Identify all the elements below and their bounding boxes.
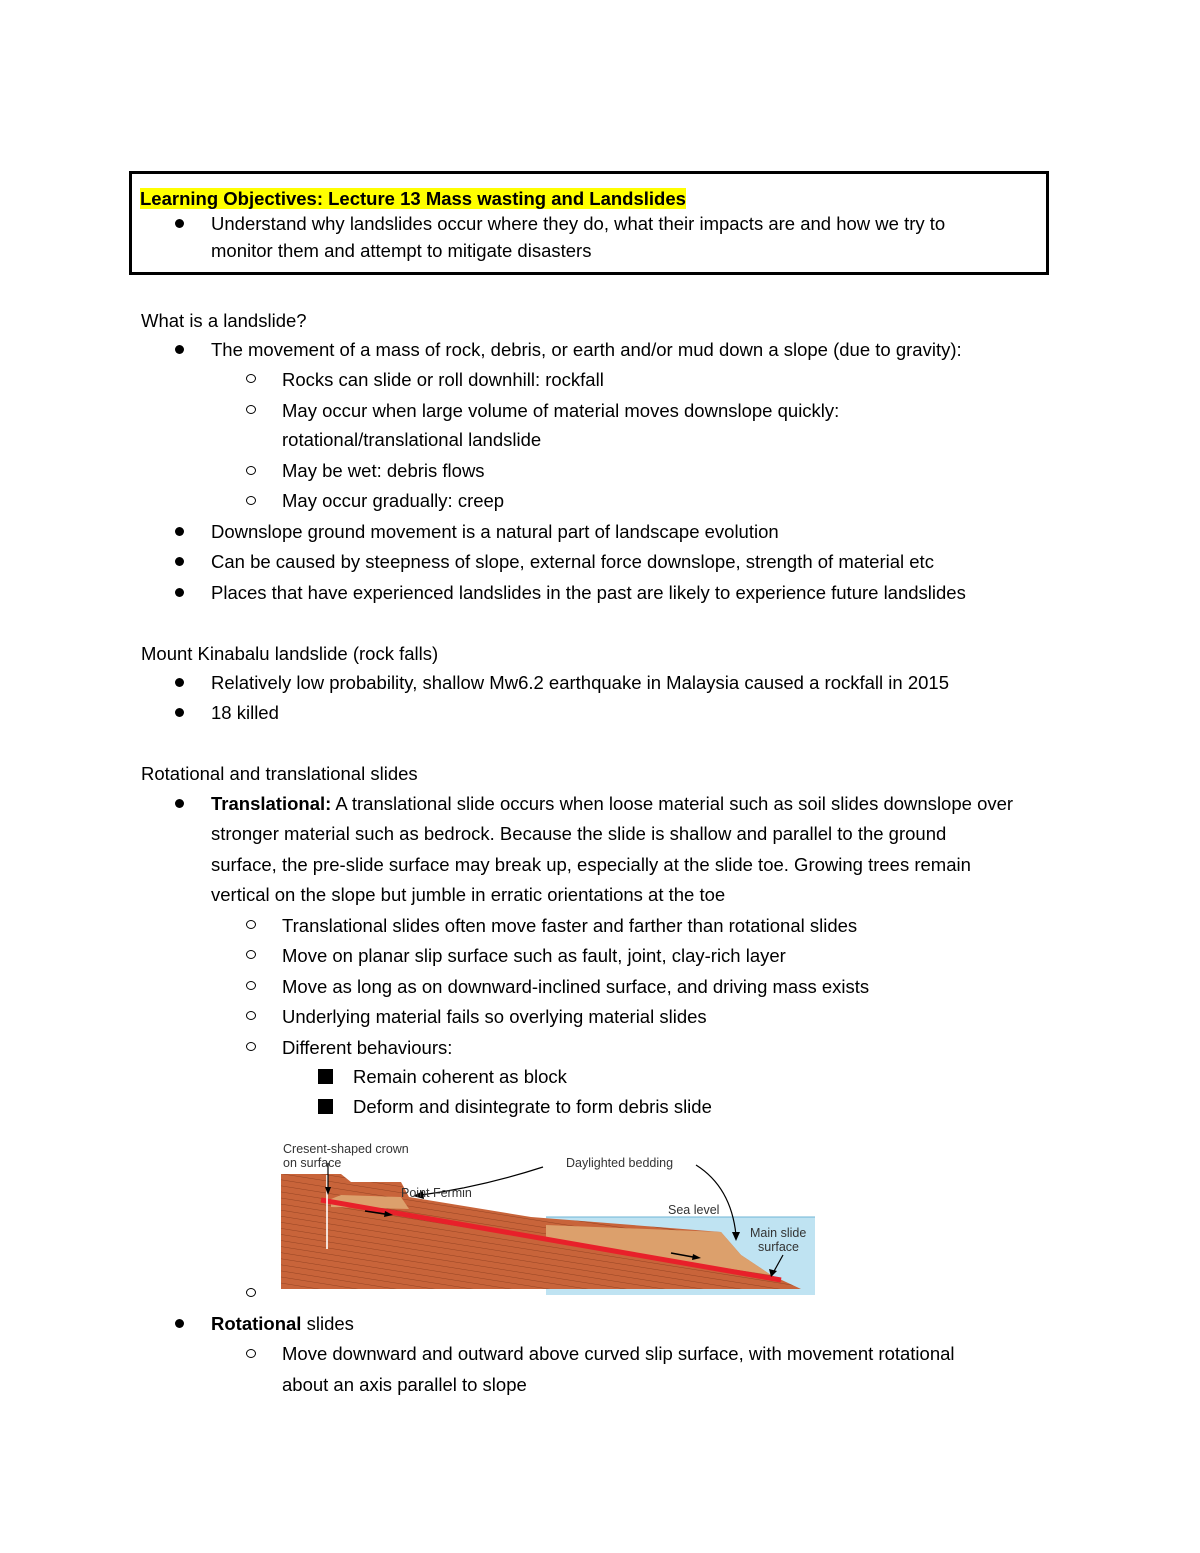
landslide-bullet-2: Downslope ground movement is a natural part of landscape evolution: [211, 521, 779, 542]
label-point-fermin: Point Fermin: [401, 1186, 472, 1200]
circle-bullet-icon: [246, 920, 256, 929]
translational-sub-1: Translational slides often move faster and farther than rotational slides: [282, 915, 858, 936]
circle-bullet-icon: [246, 374, 256, 383]
label-crown-line1: Cresent-shaped crown: [283, 1142, 409, 1156]
section-heading-landslide: What is a landslide?: [141, 310, 307, 331]
behaviour-item-1: Remain coherent as block: [353, 1066, 567, 1087]
translational-line4: vertical on the slope but jumble in erratic orientations at the toe: [211, 884, 726, 905]
circle-bullet-icon: [246, 466, 256, 475]
bullet-icon: [175, 557, 184, 566]
bullet-icon: [175, 1319, 184, 1328]
circle-bullet-icon: [246, 496, 256, 505]
translational-line3: surface, the pre-slide surface may break up, especially at the slide toe. Growing trees remain: [211, 854, 971, 875]
circle-bullet-icon: [246, 981, 256, 990]
label-main-slide-line1: Main slide: [750, 1226, 807, 1240]
landslide-sub-2-line2: rotational/translational landslide: [282, 429, 542, 450]
circle-bullet-icon: [246, 405, 256, 414]
landslide-bullet-1: The movement of a mass of rock, debris, or earth and/or mud down a slope (due to gravity):: [211, 339, 962, 360]
objectives-item-line1: Understand why landslides occur where they do, what their impacts are and how we try to: [211, 213, 946, 234]
circle-bullet-icon: [246, 1011, 256, 1020]
circle-bullet-icon: [246, 1288, 256, 1297]
circle-bullet-icon: [246, 1042, 256, 1051]
landslide-sub-1: Rocks can slide or roll downhill: rockfall: [282, 369, 604, 390]
rotational-sub-1-line1: Move downward and outward above curved slip surface, with movement rotational: [282, 1343, 955, 1364]
behaviour-item-2: Deform and disintegrate to form debris slide: [353, 1096, 712, 1117]
translational-sub-3: Move as long as on downward-inclined surface, and driving mass exists: [282, 976, 870, 997]
bullet-icon: [175, 588, 184, 597]
bullet-icon: [175, 678, 184, 687]
objectives-title: Learning Objectives: Lecture 13 Mass wasting and Landslides: [140, 188, 686, 209]
translational-sub-2: Move on planar slip surface such as fault, joint, clay-rich layer: [282, 945, 786, 966]
label-sea-level: Sea level: [668, 1203, 720, 1217]
square-bullet-icon: [318, 1099, 333, 1114]
translational-sub-4: Underlying material fails so overlying material slides: [282, 1006, 707, 1027]
bullet-icon: [175, 799, 184, 808]
circle-bullet-icon: [246, 1349, 256, 1358]
kinabalu-bullet-1: Relatively low probability, shallow Mw6.2 earthquake in Malaysia caused a rockfall in 2015: [211, 672, 949, 693]
bullet-icon: [175, 219, 184, 228]
bullet-icon: [175, 345, 184, 354]
landslide-sub-3: May be wet: debris flows: [282, 460, 485, 481]
landslide-bullet-3: Can be caused by steepness of slope, external force downslope, strength of material etc: [211, 551, 934, 572]
label-crown-line2: on surface: [283, 1156, 342, 1170]
rotational-heading: Rotational slides: [211, 1313, 354, 1334]
objectives-item-line2: monitor them and attempt to mitigate disasters: [211, 240, 592, 261]
translational-slide-diagram: [281, 1137, 815, 1295]
landslide-sub-2-line1: May occur when large volume of material moves downslope quickly:: [282, 400, 840, 421]
bullet-icon: [175, 527, 184, 536]
rotational-sub-1-line2: about an axis parallel to slope: [282, 1374, 527, 1395]
section-heading-slides: Rotational and translational slides: [141, 763, 418, 784]
kinabalu-bullet-2: 18 killed: [211, 702, 279, 723]
circle-bullet-icon: [246, 950, 256, 959]
translational-line1: Translational: A translational slide occurs when loose material such as soil slides downslope over: [211, 793, 1014, 814]
translational-line2: stronger material such as bedrock. Because the slide is shallow and parallel to the ground: [211, 823, 947, 844]
translational-sub-5: Different behaviours:: [282, 1037, 453, 1058]
section-heading-kinabalu: Mount Kinabalu landslide (rock falls): [141, 643, 439, 664]
label-main-slide-line2: surface: [758, 1240, 799, 1254]
square-bullet-icon: [318, 1069, 333, 1084]
bullet-icon: [175, 708, 184, 717]
label-daylighted-bedding: Daylighted bedding: [566, 1156, 674, 1170]
landslide-bullet-4: Places that have experienced landslides in the past are likely to experience future landslides: [211, 582, 966, 603]
landslide-sub-4: May occur gradually: creep: [282, 490, 505, 511]
